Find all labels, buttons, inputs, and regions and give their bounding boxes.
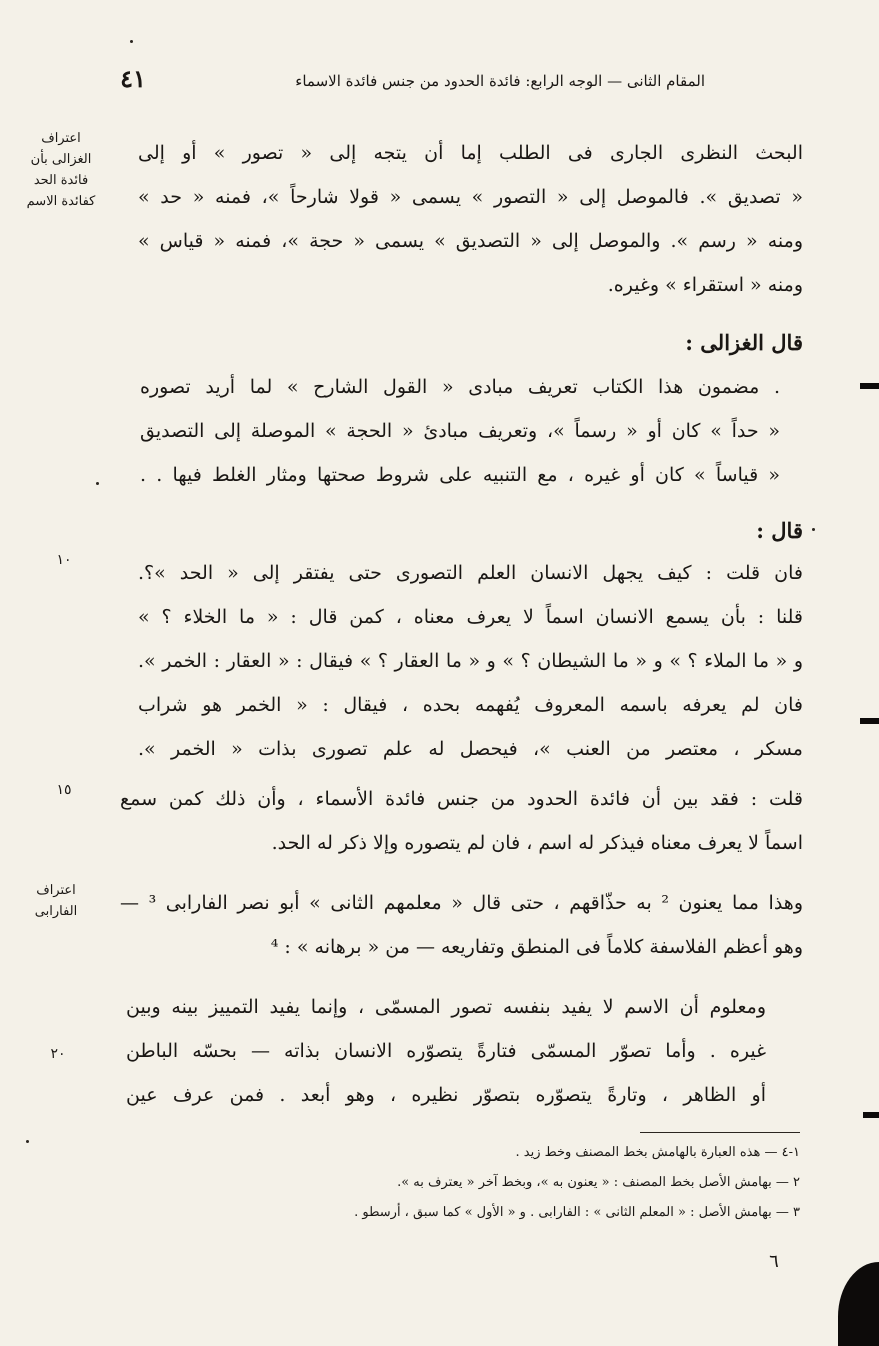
body-line: ومنه « رسم ». والموصل إلى « التصديق » يسمى « حجة »، فمنه « قياس » (138, 230, 803, 252)
body-line: البحث النظرى الجارى فى الطلب إما أن يتجه إلى « تصور » أو إلى (138, 142, 803, 164)
body-line: وهذا مما يعنون ² به حذّاقهم ، حتى قال « معلمهم الثانى » أبو نصر الفارابى ³ — (120, 892, 803, 914)
body-line: و « ما الملاء ؟ » و « ما الشيطان ؟ » و « ما العقار ؟ » فيقال : « العقار : الخمر ». (138, 650, 803, 672)
scan-edge-mark (860, 383, 879, 389)
body-line: غيره . وأما تصوّر المسمّى فتارةً يتصوّره الانسان بذاته — بحسّه الباطن (126, 1040, 766, 1062)
quote-line: . مضمون هذا الكتاب تعريف مبادى « القول الشارح » لما أريد تصوره (140, 376, 780, 398)
footnote-separator (640, 1132, 800, 1133)
scan-corner-shadow (838, 1262, 879, 1346)
margin-note-line: اعتراف (36, 883, 76, 898)
margin-note-line: الغزالى بأن (30, 152, 92, 167)
margin-note-line: الفارابى (34, 904, 78, 919)
section-heading-ghazali: قال الغزالى : (685, 330, 803, 355)
quote-line: « حداً » كان أو « رسماً »، وتعريف مبادئ « الحجة » الموصلة إلى التصديق (140, 420, 780, 442)
margin-note-line: اعتراف (41, 131, 81, 146)
body-line: ومعلوم أن الاسم لا يفيد بنفسه تصور المسمّى ، وإنما يفيد التمييز بينه وبين (126, 996, 766, 1018)
scan-speck (96, 482, 99, 485)
body-line: وهو أعظم الفلاسفة كلاماً فى المنطق وتفاريعه — من « برهانه » : ⁴ (270, 936, 803, 958)
margin-note-farabi (18, 880, 94, 922)
body-line: ومنه « استقراء » وغيره. (607, 274, 803, 296)
line-number-15: ١٥ (56, 782, 72, 798)
running-title: المقام الثانى — الوجه الرابع: فائدة الحدود من جنس فائدة الاسماء (295, 72, 705, 90)
section-heading-qal: قال : (756, 518, 803, 543)
margin-note-ghazali (20, 128, 102, 212)
body-line: فان قلت : كيف يجهل الانسان العلم التصورى حتى يفتقر إلى « الحد »؟. (138, 562, 803, 584)
footnote: ٢ — بهامش الأصل بخط المصنف : « يعنون به »، وبخط آخر « يعترف به ». (397, 1175, 800, 1190)
body-line: قلت : فقد بين أن فائدة الحدود من جنس فائدة الأسماء ، وأن ذلك كمن سمع (120, 788, 803, 810)
line-number-10: ١٠ (56, 552, 72, 568)
line-number-20: ٢٠ (50, 1046, 66, 1062)
page-number: ٤١ (120, 64, 146, 93)
scan-speck (130, 40, 133, 43)
scan-edge-mark (863, 1112, 879, 1118)
scan-speck (26, 1140, 29, 1143)
body-line: قلنا : بأن يسمع الانسان اسماً لا يعرف معناه ، كمن قال : « ما الخلاء ؟ » (138, 606, 803, 628)
body-line: اسماً لا يعرف معناه فيذكر له اسم ، فان لم يتصوره وإلا ذكر له الحد. (271, 832, 803, 854)
margin-note-line: كفائدة الاسم (26, 194, 96, 209)
quote-line: « قياساً » كان أو غيره ، مع التنبيه على شروط صحتها ومثار الغلط فيها . . (140, 464, 780, 486)
body-line: فان لم يعرفه باسمه المعروف يُفهمه بحده ، فيقال : « الخمر هو شراب (138, 694, 803, 716)
margin-note-line: فائدة الحد (33, 173, 89, 188)
body-line: « تصديق ». فالموصل إلى « التصور » يسمى « قولا شارحاً »، فمنه « حد » (138, 186, 803, 208)
footnote: ١-٤ — هذه العبارة بالهامش بخط المصنف وخط زيد . (515, 1145, 800, 1160)
footnote: ٣ — بهامش الأصل : « المعلم الثانى » : الفارابى . و « الأول » كما سبق ، أرسطو . (354, 1205, 800, 1220)
scan-speck (812, 528, 815, 531)
body-line: أو الظاهر ، وتارةً يتصوّره بتصوّر نظيره ، وهو أبعد . فمن عرف عين (126, 1084, 766, 1106)
scan-edge-mark (860, 718, 879, 724)
body-line: مسكر ، معتصر من العنب »، فيحصل له علم تصورى بذات « الخمر ». (138, 738, 803, 760)
signature-mark: ٦ (769, 1251, 779, 1272)
